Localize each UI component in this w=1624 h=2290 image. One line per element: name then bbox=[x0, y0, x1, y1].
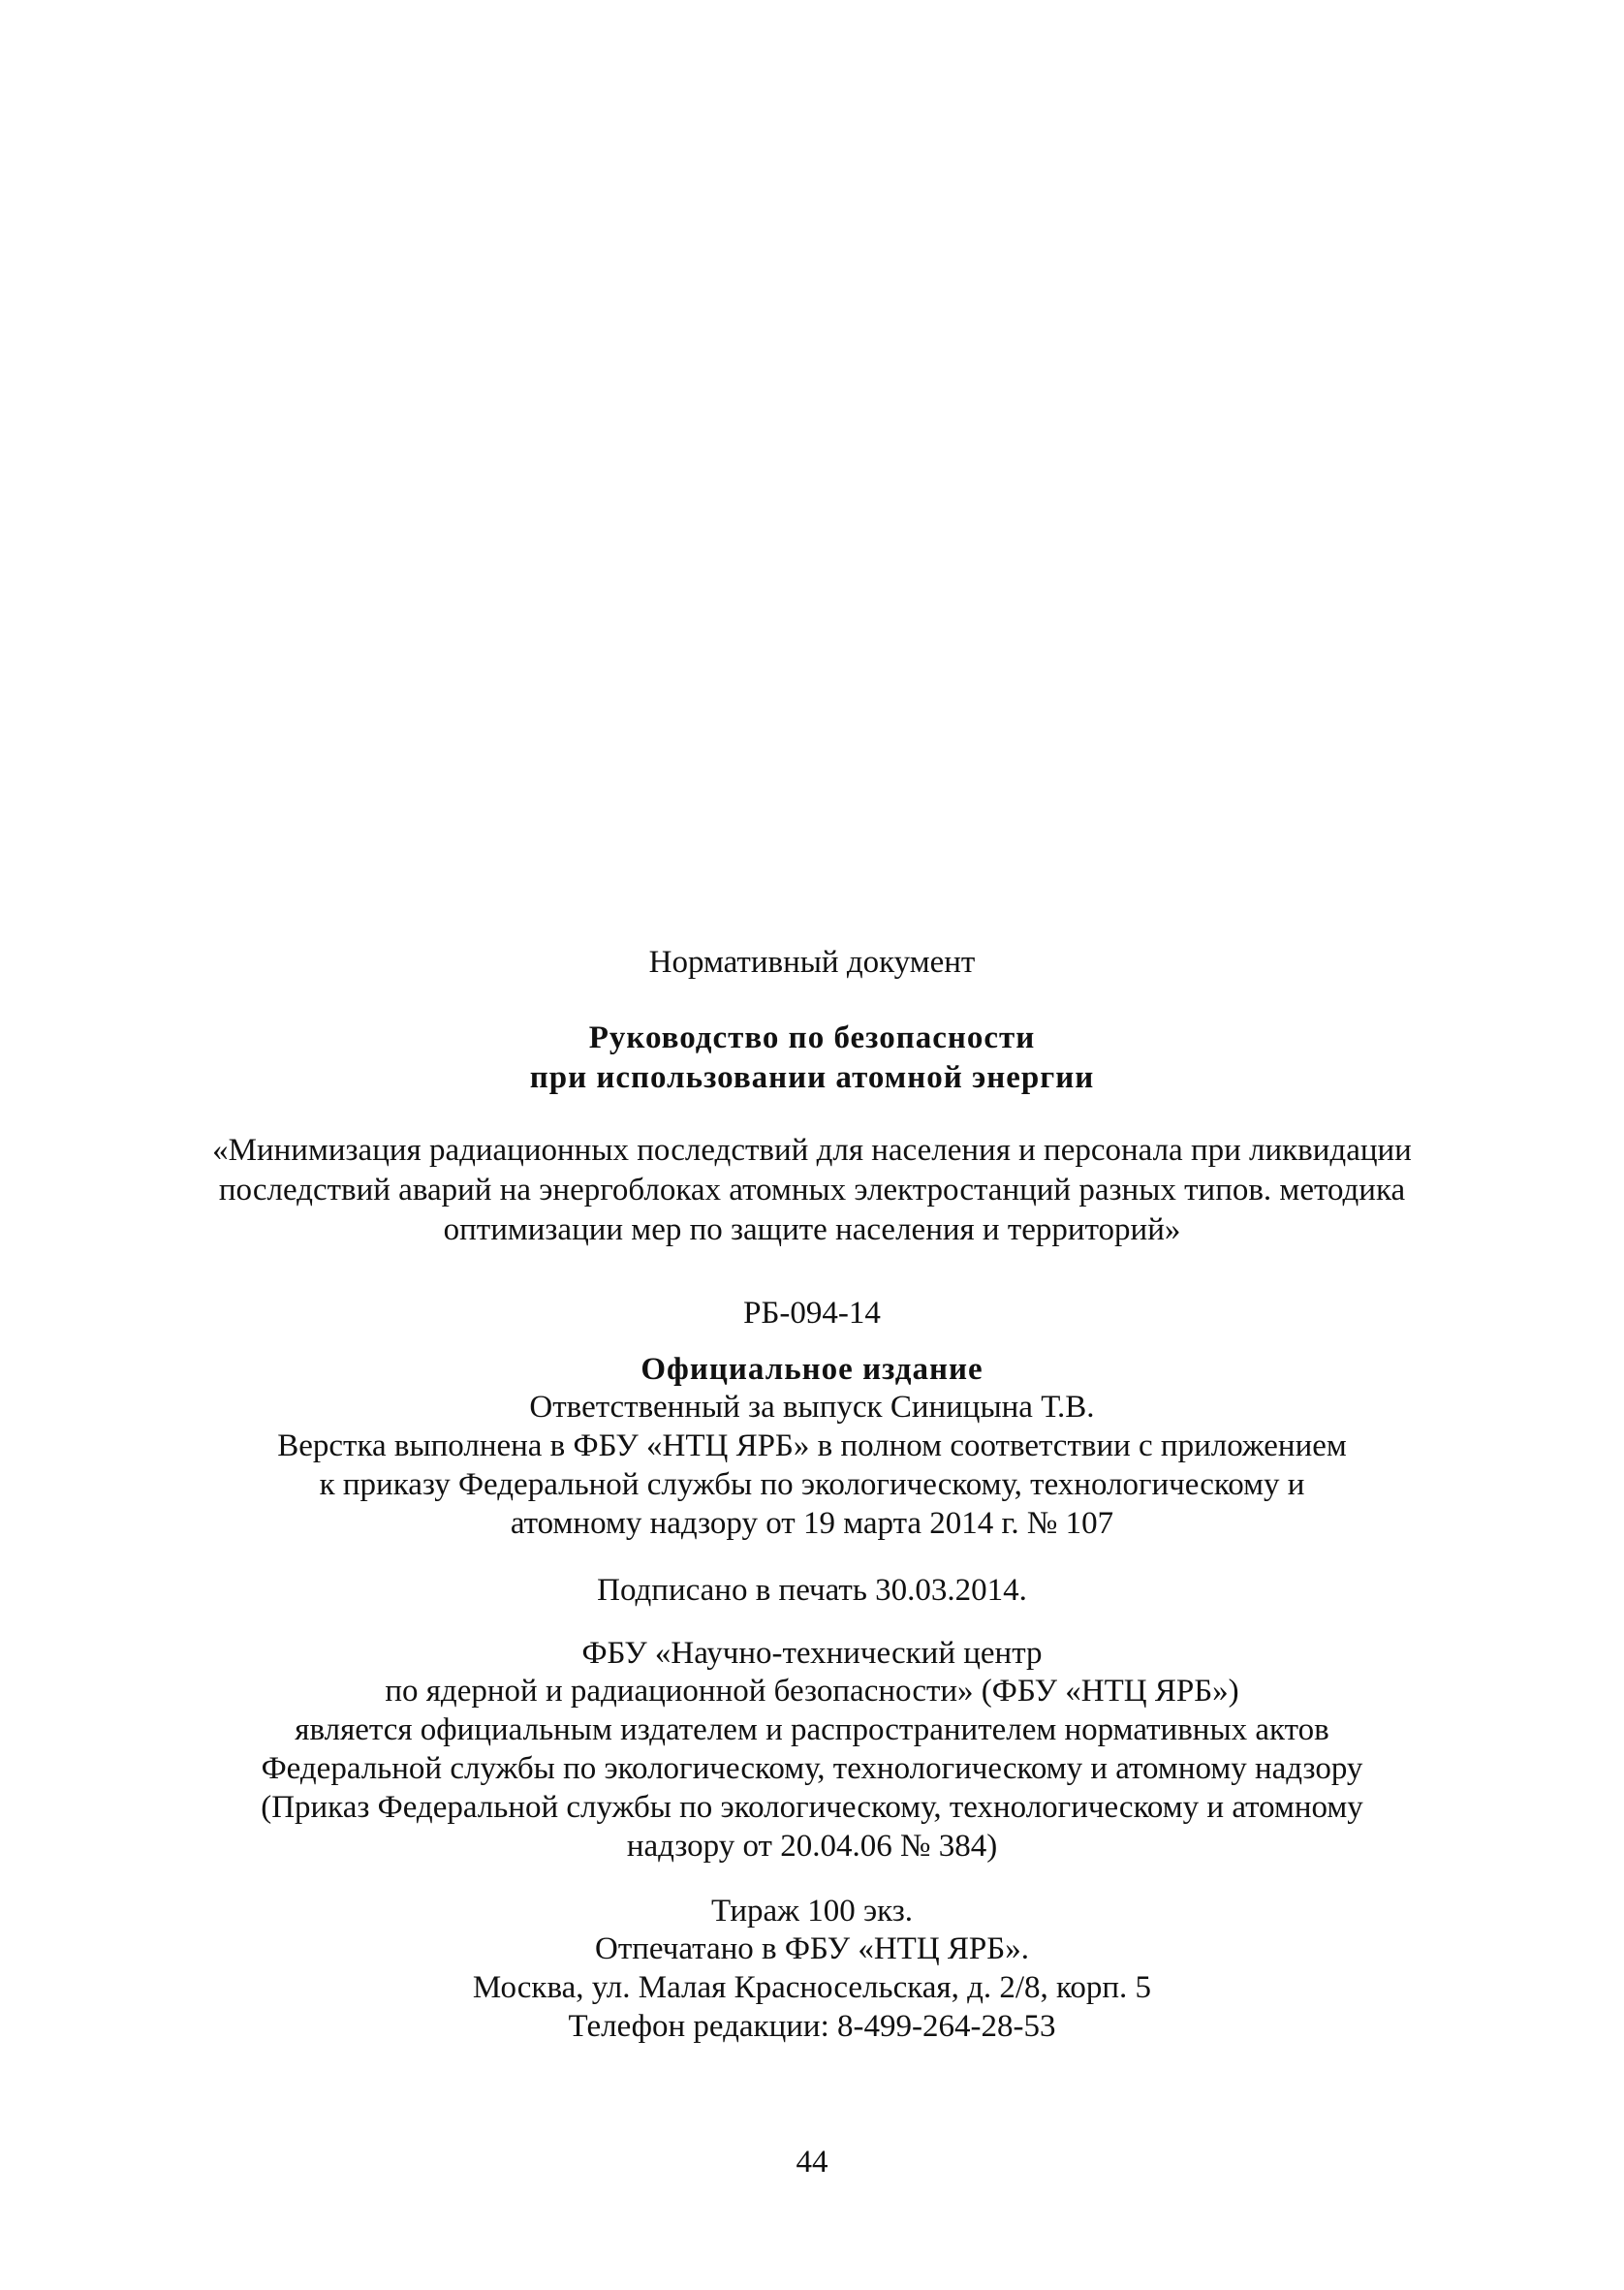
document-title-line-3: оптимизации мер по защите населения и территорий» bbox=[443, 1212, 1181, 1247]
layout-note-line-1: Верстка выполнена в ФБУ «НТЦ ЯРБ» в полном соответствии с приложением bbox=[277, 1428, 1347, 1463]
publisher-line-2: по ядерной и радиационной безопасности» (ФБУ «НТЦ ЯРБ») bbox=[385, 1674, 1239, 1709]
layout-note-line-2: к приказу Федеральной службы по экологическому, технологическому и bbox=[319, 1467, 1305, 1502]
guide-title-line-2: при использовании атомной энергии bbox=[529, 1060, 1095, 1095]
document-title-line-2: последствий аварий на энергоблоках атомных электростанций разных типов. методика bbox=[218, 1173, 1406, 1208]
document-type: Нормативный документ bbox=[648, 945, 976, 980]
document-code: РБ-094-14 bbox=[743, 1296, 881, 1331]
print-run: Тираж 100 экз. bbox=[711, 1894, 913, 1929]
page-number: 44 bbox=[796, 2145, 828, 2180]
editorial-phone: Телефон редакции: 8-499-264-28-53 bbox=[568, 2009, 1056, 2044]
publisher-line-5: (Приказ Федеральной службы по экологическому, технологическому и атомному bbox=[261, 1790, 1363, 1825]
layout-note-line-3: атомному надзору от 19 марта 2014 г. № 107 bbox=[510, 1506, 1114, 1541]
publisher-line-3: является официальным издателем и распространителем нормативных актов bbox=[295, 1712, 1329, 1747]
document-title-line-1: «Минимизация радиационных последствий для населения и персонала при ликвидации bbox=[212, 1133, 1412, 1168]
edition-heading: Официальное издание bbox=[640, 1352, 984, 1387]
signed-date: Подписано в печать 30.03.2014. bbox=[597, 1573, 1027, 1608]
publisher-line-6: надзору от 20.04.06 № 384) bbox=[626, 1829, 998, 1864]
publisher-line-1: ФБУ «Научно-технический центр bbox=[581, 1636, 1043, 1671]
printed-at: Отпечатано в ФБУ «НТЦ ЯРБ». bbox=[595, 1931, 1029, 1966]
publisher-line-4: Федеральной службы по экологическому, технологическому и атомному надзору bbox=[261, 1751, 1363, 1786]
address: Москва, ул. Малая Красносельская, д. 2/8, корп. 5 bbox=[472, 1970, 1152, 2005]
responsible-person: Ответственный за выпуск Синицына Т.В. bbox=[529, 1390, 1095, 1425]
guide-title-line-1: Руководство по безопасности bbox=[588, 1020, 1036, 1055]
